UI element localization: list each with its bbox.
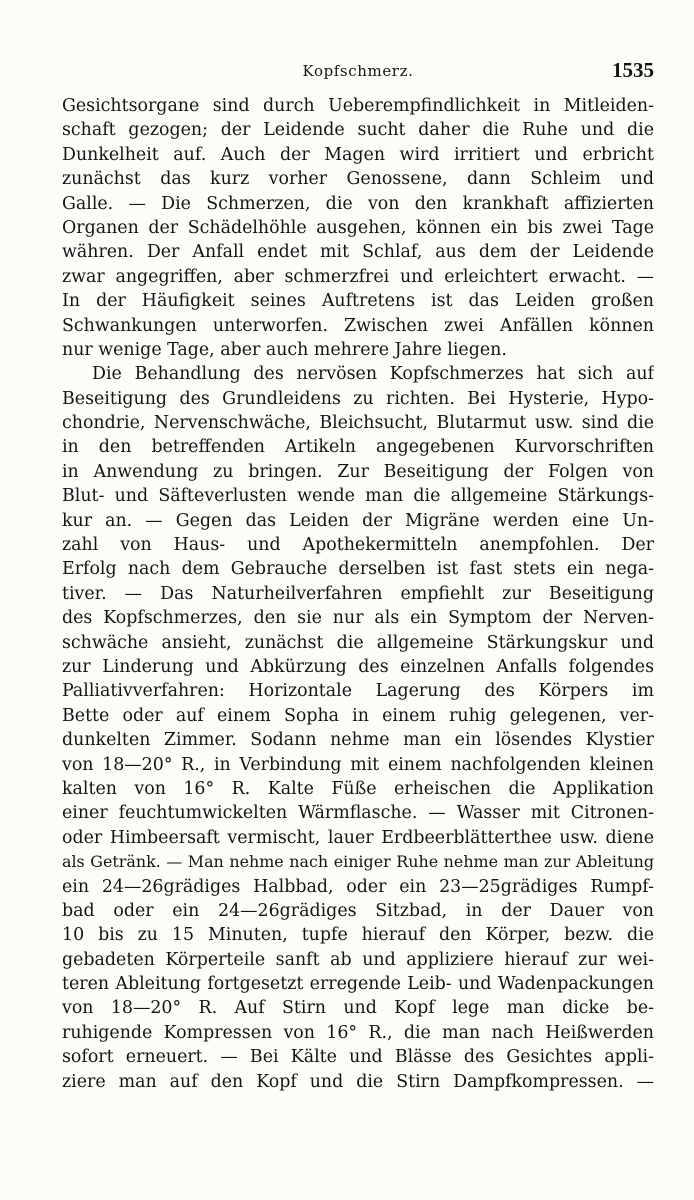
text-line: Gesichtsorgane sind durch Ueberempfindlichkeit in Mitleiden-	[62, 96, 654, 116]
text-line: als Getränk. — Man nehme nach einiger Ruhe nehme man zur Ableitung	[62, 852, 654, 872]
text-line: oder Himbeersaft vermischt, lauer Erdbeerblätterthee usw. diene	[62, 827, 654, 848]
text-line: In der Häufigkeit seines Auftretens ist das Leiden großen	[62, 291, 654, 312]
text-line: des Kopfschmerzes, den sie nur als ein Symptom der Nerven-	[62, 608, 654, 629]
text-line: Organen der Schädelhöhle ausgehen, können ein bis zwei Tage	[62, 217, 654, 238]
text-line: Blut- und Säfteverlusten wende man die allgemeine Stärkungs-	[62, 486, 654, 507]
text-line: sofort erneuert. — Bei Kälte und Blässe des Gesichtes appli-	[62, 1047, 654, 1068]
text-line: von 18—20° R. Auf Stirn und Kopf lege man dicke be-	[62, 998, 654, 1019]
text-line: schaft gezogen; der Leidende sucht daher die Ruhe und die	[62, 120, 654, 141]
text-line: dunkelten Zimmer. Sodann nehme man ein lösendes Klystier	[62, 730, 654, 751]
text-line: bad oder ein 24—26grädiges Sitzbad, in der Dauer von	[62, 900, 654, 921]
text-line: in Anwendung zu bringen. Zur Beseitigung der Folgen von	[62, 461, 654, 482]
text-line: kalten von 16° R. Kalte Füße erheischen die Applikation	[62, 778, 654, 799]
page-number: 1535	[612, 58, 654, 82]
text-line: teren Ableitung fortgesetzt erregende Leib- und Wadenpackungen	[62, 974, 654, 995]
text-line: chondrie, Nervenschwäche, Bleichsucht, Blutarmut usw. sind die	[62, 413, 654, 434]
text-line: Palliativverfahren: Horizontale Lagerung des Körpers im	[62, 681, 654, 702]
text-line: von 18—20° R., in Verbindung mit einem nachfolgenden kleinen	[62, 754, 654, 775]
text-line: nur wenige Tage, aber auch mehrere Jahre liegen.	[62, 339, 507, 360]
text-line: einer feuchtumwickelten Wärmflasche. — Wasser mit Citronen-	[62, 803, 654, 824]
text-line: Bette oder auf einem Sopha in einem ruhig gelegenen, ver-	[62, 705, 654, 726]
text-line: in den betreffenden Artikeln angegebenen Kurvorschriften	[62, 437, 654, 458]
text-line: Galle. — Die Schmerzen, die von den krankhaft affizierten	[62, 193, 654, 214]
text-line: Erfolg nach dem Gebrauche derselben ist fast stets ein nega-	[62, 559, 654, 580]
text-line: gebadeten Körperteile sanft ab und appliziere hierauf zur wei-	[62, 949, 654, 970]
body-text	[62, 94, 654, 1094]
text-line: zwar angegriffen, aber schmerzfrei und erleichtert erwacht. —	[62, 266, 654, 287]
text-line: zahl von Haus- und Apothekermitteln anempfohlen. Der	[62, 535, 654, 556]
text-line: zur Linderung und Abkürzung des einzelnen Anfalls folgendes	[62, 656, 654, 677]
text-line: kur an. — Gegen das Leiden der Migräne werden eine Un-	[62, 510, 654, 531]
text-line: schwäche ansieht, zunächst die allgemeine Stärkungskur und	[62, 632, 654, 653]
text-line: währen. Der Anfall endet mit Schlaf, aus dem der Leidende	[62, 242, 654, 263]
paragraph-symptoms	[62, 94, 654, 362]
text-line: 10 bis zu 15 Minuten, tupfe hierauf den Körper, bezw. die	[62, 925, 654, 946]
text-line: ein 24—26grädiges Halbbad, oder ein 23—25grädiges Rumpf-	[62, 876, 654, 897]
text-line: ziere man auf den Kopf und die Stirn Dampfkompressen. —	[62, 1071, 654, 1092]
text-line: tiver. — Das Naturheilverfahren empfiehlt zur Beseitigung	[62, 583, 654, 604]
running-title: Kopfschmerz.	[302, 62, 414, 80]
text-line: zunächst das kurz vorher Genossene, dann Schleim und	[62, 169, 654, 190]
text-line: ruhigende Kompressen von 16° R., die man nach Heißwerden	[62, 1022, 654, 1043]
text-line: Dunkelheit auf. Auch der Magen wird irritiert und erbricht	[62, 144, 654, 165]
paragraph-treatment	[62, 362, 654, 1094]
text-line: Beseitigung des Grundleidens zu richten. Bei Hysterie, Hypo-	[62, 388, 654, 409]
running-head	[62, 58, 654, 88]
text-line: Schwankungen unterworfen. Zwischen zwei Anfällen können	[62, 315, 654, 336]
text-line: Die Behandlung des nervösen Kopfschmerzes hat sich auf	[92, 364, 654, 385]
